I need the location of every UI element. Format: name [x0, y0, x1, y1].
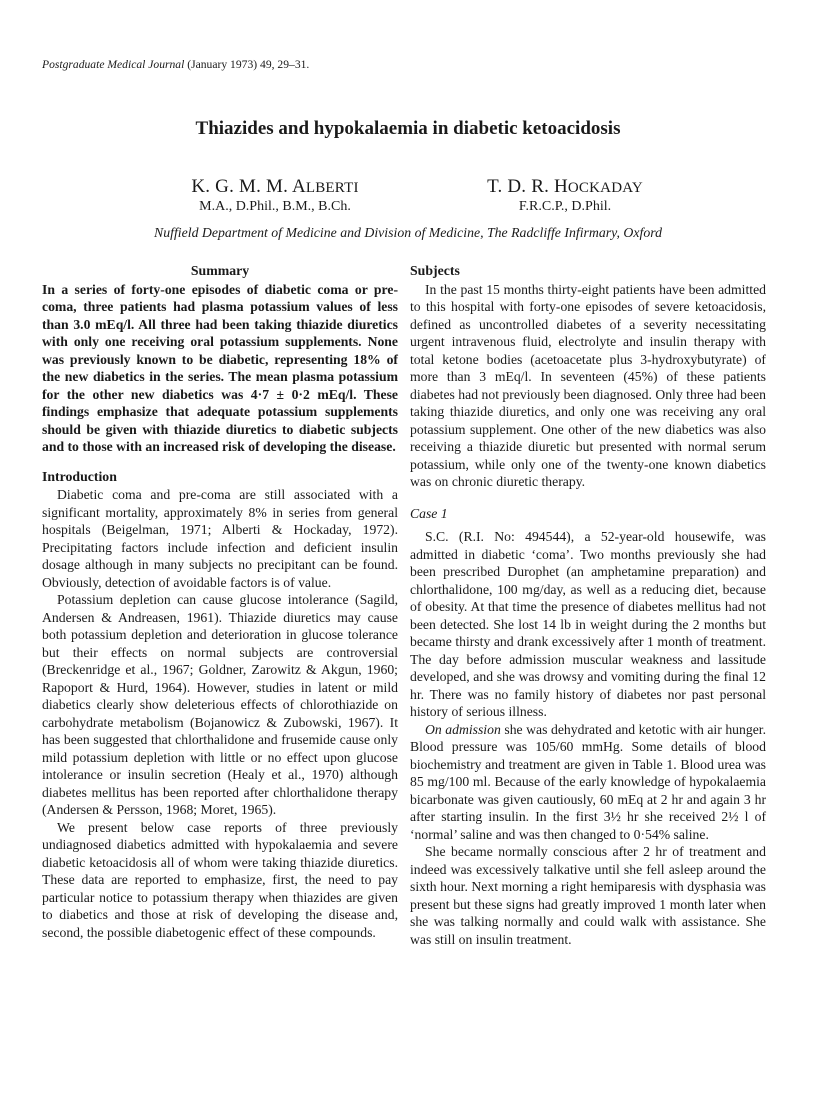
- case-1-paragraph-1: S.C. (R.I. No: 494544), a 52-year-old housewife, was admitted in diabetic ‘coma’. Two months previously she had been prescribed Durophet (an amphetamine preparation) and chlorthalidone, 100 mg/day, as well as a reducing diet, because of obesity. At that time the presence of diabetes mellitus had not been detected. She lost 14 lb in weight during the 2 months but became thirsty and drank excessively after 1 month of treatment. The day before admission muscular weakness and lassitude developed, and she was drowsy and vomiting during the final 12 hr. There was no family history of diabetes nor past personal history of serious illness.: [410, 529, 766, 719]
- author-1: [150, 176, 400, 215]
- journal-citation: [42, 58, 309, 71]
- author-2-surname-rest: OCKADAY: [567, 180, 643, 196]
- journal-issue: (January 1973): [187, 58, 258, 71]
- author-2-degrees: F.R.C.P., D.Phil.: [518, 199, 612, 214]
- case-1-paragraph-2: [410, 721, 766, 844]
- author-1-degrees: M.A., D.Phil., B.M., B.Ch.: [199, 199, 351, 214]
- right-column: [410, 262, 766, 948]
- article-title: Thiazides and hypokalaemia in diabetic ketoacidosis: [195, 118, 621, 139]
- summary-heading: Summary: [190, 263, 250, 278]
- author-2-name: [440, 176, 690, 198]
- summary-text: In a series of forty-one episodes of diabetic coma or pre-coma, three patients had plasma potassium values of less than 3.0 mEq/l. All three had been taking thiazide diuretics with only one receiving oral potassium supplements. None was previously known to be diabetic, representing 18% of the new diabetics in the series. The mean plasma potassium for the other new diabetics was 4·7 ± 0·2 mEq/l. These findings emphasize that adequate potassium supplements should be given with thiazide diuretics to diabetic subjects and to those with an increased risk of developing the disease.: [42, 281, 398, 454]
- author-1-surname-rest: LBERTI: [305, 180, 359, 196]
- author-2: [440, 176, 690, 215]
- introduction-heading: Introduction: [42, 468, 117, 484]
- subjects-heading: Subjects: [410, 263, 460, 278]
- author-1-surname-initial: A: [291, 176, 306, 197]
- author-2-initials: T. D. R.: [487, 176, 554, 197]
- journal-pages: 29–31.: [277, 58, 310, 71]
- intro-paragraph-3: We present below case reports of three previously undiagnosed diabetics admitted with hypokalaemia and severe diabetic ketoacidosis all of whom were taking thiazide diuretics. These data are reported to emphasize, first, the need to pay particular notice to potassium therapy when thiazides are given to diabetics and those at risk of developing the disease and, second, the possible diabetogenic effect of these compounds.: [42, 819, 398, 940]
- case-1-admission-text: she was dehydrated and ketotic with air hunger. Blood pressure was 105/60 mmHg. Some details of blood biochemistry and treatment are given in Table 1. Blood urea was 85 mg/100 ml. Because of the early knowledge of hypokalaemia bicarbonate was given cautiously, 60 mEq at 2 hr and again 3 hr after starting insulin. In the first 3½ hr she received 2½ l of ‘normal’ saline and was then changed to 0·54% saline.: [410, 721, 767, 842]
- journal-name: Postgraduate Medical Journal: [42, 58, 185, 71]
- intro-paragraph-2: Potassium depletion can cause glucose intolerance (Sagild, Andersen & Andreasen, 1961). Thiazide diuretics may cause both potassium depletion and deterioration in glucose tolerance but their effects on normal subjects are controversial (Breckenridge et al., 1967; Goldner, Zarowitz & Akgun, 1960; Rapoport & Hurd, 1964). However, studies in latent or mild diabetics clearly show deleterious effects of chlorothiazide on carbohydrate metabolism (Bojanowicz & Zubowski, 1967). It has been suggested that chlorthalidone and frusemide cause only mild potassium depletion with little or no effect upon glucose intolerance or insulin secretion (Healy et al., 1970) although diabetes mellitus has been reported after chlorthalidone therapy (Andersen & Persson, 1968; Moret, 1965).: [42, 592, 398, 817]
- author-1-initials: K. G. M. M.: [191, 176, 292, 197]
- affiliation: Nuffield Department of Medicine and Division of Medicine, The Radcliffe Infirmary, Oxford: [154, 225, 662, 240]
- subjects-paragraph-1: In the past 15 months thirty-eight patients have been admitted to this hospital with forty-one episodes of severe ketoacidosis, defined as uncontrolled diabetes of a severity necessitating urgent intravenous fluid, electrolyte and insulin therapy with total ketone bodies (acetoacetate plus 3-hydroxybutyrate) of more than 3 mEq/l. In seventeen (45%) of these patients diabetes had not previously been diagnosed. Only three had been taking thiazide diuretics, and only one was receiving any oral potassium supplement. One other of the new diabetics was also receiving a thiazide diuretic but presented with normal serum potassium, while only one of the twenty-one known diabetics was on chronic diuretic therapy.: [410, 281, 766, 489]
- case-1-admission-lead: On admission: [425, 721, 501, 737]
- author-1-name: [150, 176, 400, 198]
- intro-paragraph-1: Diabetic coma and pre-coma are still associated with a significant mortality, approximately 8% in series from general hospitals (Beigelman, 1971; Alberti & Hockaday, 1972). Precipitating factors include infection and deficient insulin dosage although in many subjects no precipitant can be found. Obviously, detection of avoidable factors is of value.: [42, 487, 398, 590]
- author-2-surname-initial: H: [553, 176, 568, 197]
- left-column: [42, 262, 398, 941]
- journal-volume: 49,: [260, 58, 275, 71]
- case-1-paragraph-3: She became normally conscious after 2 hr of treatment and indeed was excessively talkative until she fell asleep around the sixth hour. Next morning a right hemiparesis with dysphasia was present but these signs had greatly improved 1 month later when she was talking normally and could walk with assistance. She was still on insulin treatment.: [410, 844, 766, 947]
- case-1-heading: Case 1: [410, 505, 448, 521]
